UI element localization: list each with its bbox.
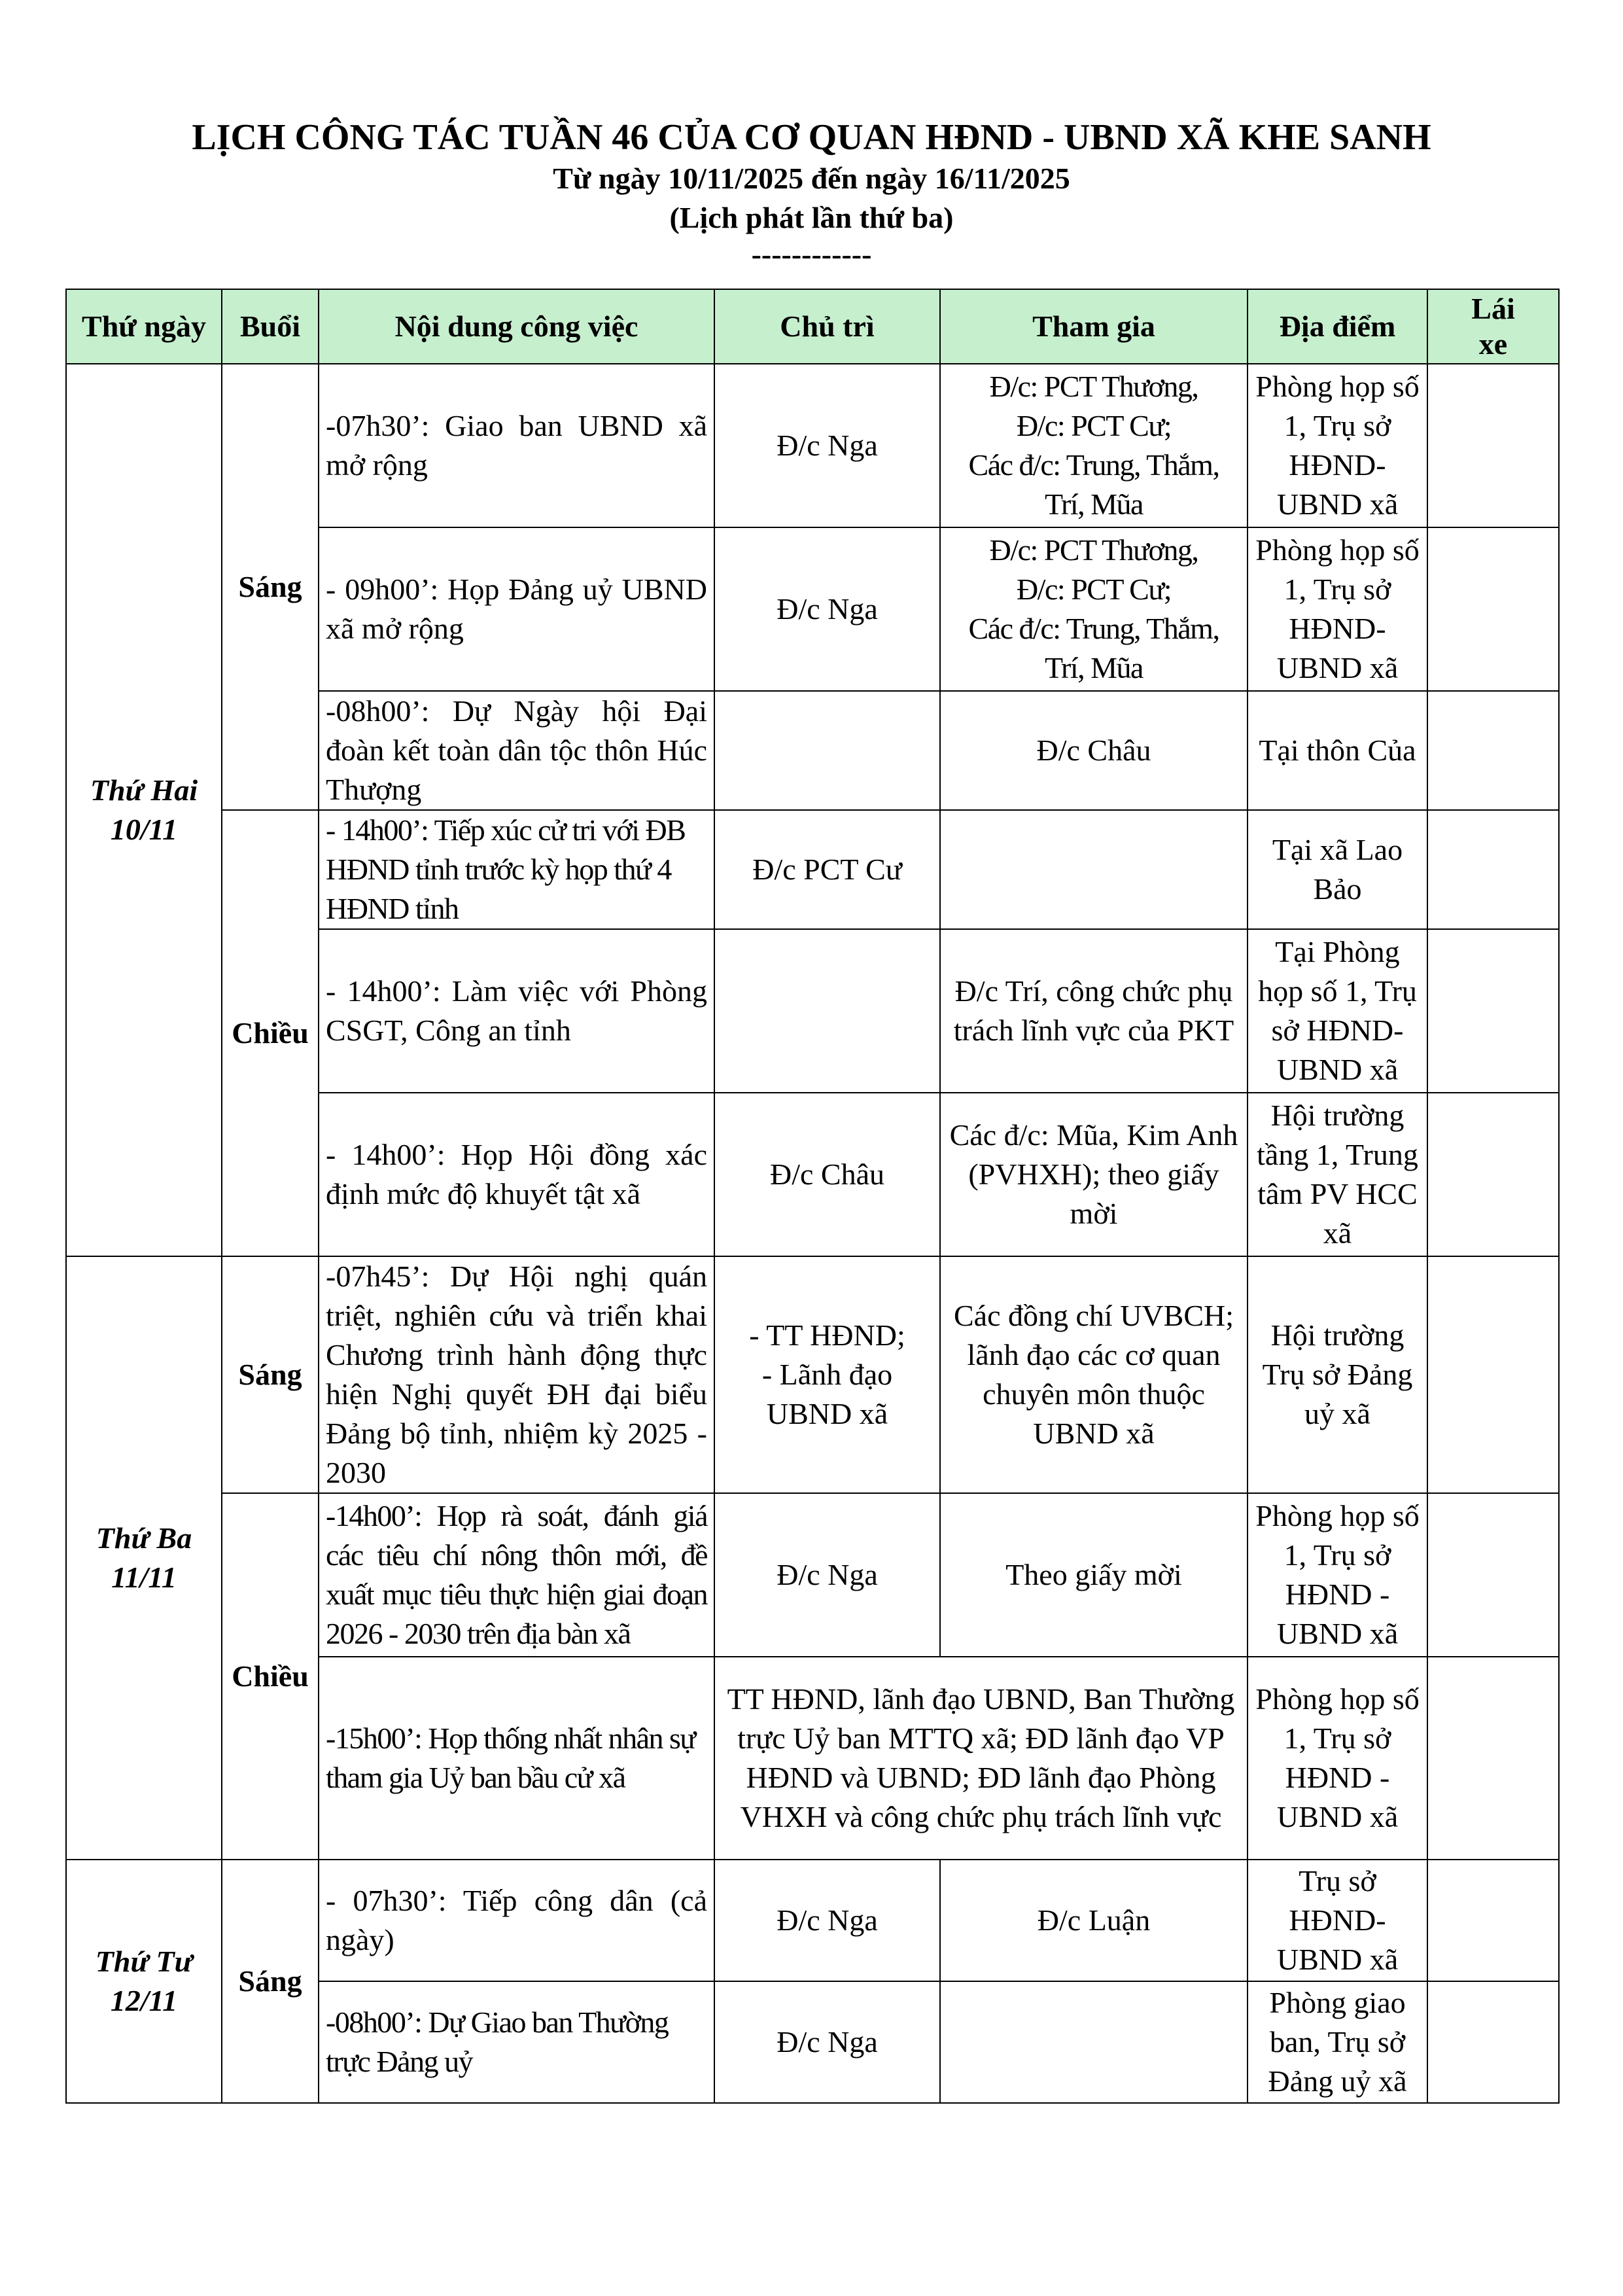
- table-header-row: [66, 289, 1559, 364]
- driver-cell: [1427, 691, 1559, 810]
- session-cell: Chiều: [222, 810, 319, 1256]
- participants-cell: Đ/c Trí, công chức phụ trách lĩnh vực của PKT: [940, 929, 1248, 1093]
- chair-cell: Đ/c Châu: [714, 1093, 940, 1256]
- table-row: [66, 1256, 1559, 1493]
- column-header: Buổi: [222, 289, 319, 364]
- chair-cell: Đ/c PCT Cư: [714, 810, 940, 929]
- chair-cell: [714, 929, 940, 1093]
- participants-cell: Đ/c Châu: [940, 691, 1248, 810]
- participants-cell: Các đồng chí UVBCH; lãnh đạo các cơ quan chuyên môn thuộc UBND xã: [940, 1256, 1248, 1493]
- table-row: [66, 810, 1559, 929]
- table-row: [66, 1493, 1559, 1657]
- location-cell: Phòng họp số 1, Trụ sở HĐND-UBND xã: [1248, 364, 1427, 527]
- participants-cell: Các đ/c: Mũa, Kim Anh (PVHXH); theo giấy mời: [940, 1093, 1248, 1256]
- location-cell: Phòng họp số 1, Trụ sở HĐND-UBND xã: [1248, 527, 1427, 691]
- chair-cell: Đ/c Nga: [714, 1860, 940, 1981]
- participants-cell: Đ/c: PCT Thương, Đ/c: PCT Cư; Các đ/c: Trung, Thắm, Trí, Mũa: [940, 527, 1248, 691]
- participants-cell: Đ/c: PCT Thương, Đ/c: PCT Cư; Các đ/c: Trung, Thắm, Trí, Mũa: [940, 364, 1248, 527]
- content-cell: - 09h00’: Họp Đảng uỷ UBND xã mở rộng: [319, 527, 714, 691]
- chair-cell: Đ/c Nga: [714, 364, 940, 527]
- chair-cell: Đ/c Nga: [714, 1493, 940, 1657]
- content-cell: -14h00’: Họp rà soát, đánh giá các tiêu chí nông thôn mới, đề xuất mục tiêu thực hiện giai đoạn 2026 - 2030 trên địa bàn xã: [319, 1493, 714, 1657]
- driver-cell: [1427, 364, 1559, 527]
- driver-cell: [1427, 1981, 1559, 2103]
- session-cell: Sáng: [222, 364, 319, 810]
- content-cell: -08h00’: Dự Giao ban Thường trực Đảng uỷ: [319, 1981, 714, 2103]
- table-row: [66, 1860, 1559, 1981]
- participants-cell: [940, 810, 1248, 929]
- combined-chair-participants-cell: TT HĐND, lãnh đạo UBND, Ban Thường trực Uỷ ban MTTQ xã; ĐD lãnh đạo VP HĐND và UBND; ĐD lãnh đạo Phòng VHXH và công chức phụ trách lĩnh vực: [714, 1657, 1248, 1860]
- chair-cell: Đ/c Nga: [714, 1981, 940, 2103]
- day-cell: Thứ Tư 12/11: [66, 1860, 222, 2103]
- column-header: Nội dung công việc: [319, 289, 714, 364]
- driver-cell: [1427, 1860, 1559, 1981]
- location-cell: Phòng giao ban, Trụ sở Đảng uỷ xã: [1248, 1981, 1427, 2103]
- location-cell: Phòng họp số 1, Trụ sở HĐND - UBND xã: [1248, 1657, 1427, 1860]
- content-cell: - 14h00’: Họp Hội đồng xác định mức độ khuyết tật xã: [319, 1093, 714, 1256]
- column-header: Địa điểm: [1248, 289, 1427, 364]
- issue-note: (Lịch phát lần thứ ba): [669, 201, 954, 234]
- column-header: Tham gia: [940, 289, 1248, 364]
- content-cell: - 14h00’: Làm việc với Phòng CSGT, Công an tỉnh: [319, 929, 714, 1093]
- driver-cell: [1427, 527, 1559, 691]
- date-range: Từ ngày 10/11/2025 đến ngày 16/11/2025: [553, 162, 1070, 195]
- session-cell: Sáng: [222, 1860, 319, 2103]
- content-cell: -08h00’: Dự Ngày hội Đại đoàn kết toàn dân tộc thôn Húc Thượng: [319, 691, 714, 810]
- content-cell: - 14h00’: Tiếp xúc cử tri với ĐB HĐND tỉnh trước kỳ họp thứ 4 HĐND tỉnh: [319, 810, 714, 929]
- participants-cell: [940, 1981, 1248, 2103]
- driver-cell: [1427, 1093, 1559, 1256]
- location-cell: Tại thôn Của: [1248, 691, 1427, 810]
- participants-cell: Đ/c Luận: [940, 1860, 1248, 1981]
- location-cell: Tại Phòng họp số 1, Trụ sở HĐND-UBND xã: [1248, 929, 1427, 1093]
- chair-cell: - TT HĐND; - Lãnh đạo UBND xã: [714, 1256, 940, 1493]
- location-cell: Tại xã Lao Bảo: [1248, 810, 1427, 929]
- driver-cell: [1427, 1256, 1559, 1493]
- chair-cell: [714, 691, 940, 810]
- location-cell: Phòng họp số 1, Trụ sở HĐND - UBND xã: [1248, 1493, 1427, 1657]
- location-cell: Hội trường tầng 1, Trung tâm PV HCC xã: [1248, 1093, 1427, 1256]
- separator-line: ------------: [751, 238, 872, 271]
- column-header: Chủ trì: [714, 289, 940, 364]
- chair-cell: Đ/c Nga: [714, 527, 940, 691]
- driver-cell: [1427, 1493, 1559, 1657]
- driver-cell: [1427, 1657, 1559, 1860]
- driver-cell: [1427, 929, 1559, 1093]
- session-cell: Sáng: [222, 1256, 319, 1493]
- table-row: [66, 364, 1559, 527]
- column-header: Lái xe: [1427, 289, 1559, 364]
- day-cell: Thứ Ba 11/11: [66, 1256, 222, 1860]
- content-cell: -07h45’: Dự Hội nghị quán triệt, nghiên cứu và triển khai Chương trình hành động thực hiện Nghị quyết ĐH đại biểu Đảng bộ tỉnh, nhiệm kỳ 2025 - 2030: [319, 1256, 714, 1493]
- schedule-table: [65, 289, 1560, 2104]
- column-header: Thứ ngày: [66, 289, 222, 364]
- location-cell: Hội trường Trụ sở Đảng uỷ xã: [1248, 1256, 1427, 1493]
- participants-cell: Theo giấy mời: [940, 1493, 1248, 1657]
- schedule-title: LỊCH CÔNG TÁC TUẦN 46 CỦA CƠ QUAN HĐND - UBND XÃ KHE SANH: [192, 117, 1431, 158]
- session-cell: Chiều: [222, 1493, 319, 1860]
- driver-cell: [1427, 810, 1559, 929]
- content-cell: - 07h30’: Tiếp công dân (cả ngày): [319, 1860, 714, 1981]
- content-cell: -15h00’: Họp thống nhất nhân sự tham gia Uỷ ban bầu cử xã: [319, 1657, 714, 1860]
- day-cell: Thứ Hai 10/11: [66, 364, 222, 1256]
- content-cell: -07h30’: Giao ban UBND xã mở rộng: [319, 364, 714, 527]
- location-cell: Trụ sở HĐND-UBND xã: [1248, 1860, 1427, 1981]
